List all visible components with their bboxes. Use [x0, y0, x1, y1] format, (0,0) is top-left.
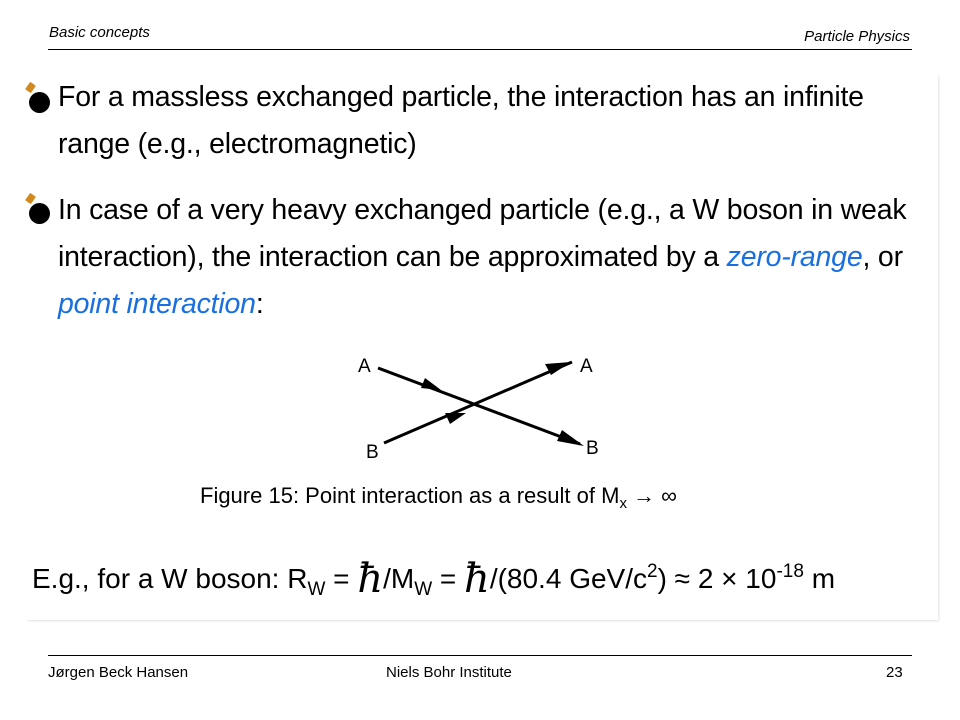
eq-subscript: W	[307, 579, 326, 600]
bullet-2-text	[58, 187, 918, 328]
bullet-icon	[29, 203, 50, 224]
eq-part: /M	[383, 563, 415, 594]
figure-caption	[200, 483, 677, 512]
header-section-title: Basic concepts	[49, 24, 150, 41]
eq-part: E.g., for a W boson: R	[32, 563, 308, 594]
footer-author: Jørgen Beck Hansen	[48, 664, 189, 681]
arrow-icon	[445, 413, 466, 424]
label-b-in: B	[366, 442, 379, 463]
eq-part: /(80.4 GeV/c	[489, 563, 647, 594]
range-equation	[32, 556, 835, 602]
arrow-icon	[421, 378, 441, 390]
bullet-1-text	[58, 74, 918, 168]
bullet-1-line-2: range (e.g., electromagnetic)	[58, 128, 417, 160]
caption-text: Figure 15: Point interaction as a result of M	[200, 483, 620, 508]
header-divider	[48, 49, 912, 50]
eq-part: =	[432, 563, 465, 594]
bullet-1-line-1: For a massless exchanged particle, the interaction has an infinite	[58, 81, 864, 113]
footer-divider	[48, 655, 912, 656]
bullet-2-text-part: :	[255, 288, 264, 320]
eq-superscript: 2	[647, 561, 658, 582]
bullet-2-line-1: In case of a very heavy exchanged particle (e.g., a W boson in weak	[58, 194, 907, 226]
caption-infinity: → ∞	[626, 483, 677, 508]
hbar-symbol: ħ	[464, 556, 490, 602]
point-interaction-diagram	[340, 340, 630, 470]
eq-subscript: W	[414, 579, 433, 600]
eq-superscript: -18	[776, 561, 804, 582]
bullet-2-line-3	[58, 281, 918, 328]
label-b-out: B	[586, 438, 599, 459]
caption-subscript: x	[619, 495, 627, 512]
label-a-out: A	[580, 356, 593, 377]
eq-part: =	[325, 563, 358, 594]
bullet-2-line-2	[58, 234, 918, 281]
arrow-icon	[557, 430, 584, 446]
bullet-2-text-part: interaction), the interaction can be approximated by a	[58, 241, 727, 273]
footer-institute: Niels Bohr Institute	[386, 664, 512, 681]
bullet-2-text-part: , or	[862, 241, 903, 273]
term-point-interaction: point interaction	[58, 288, 256, 320]
bullet-icon	[29, 92, 50, 113]
term-zero-range: zero-range	[726, 241, 863, 273]
label-a-in: A	[358, 356, 371, 377]
page-number: 23	[886, 664, 903, 681]
eq-part: m	[803, 563, 836, 594]
header-course-title: Particle Physics	[804, 28, 910, 45]
eq-part: ) ≈ 2 × 10	[657, 563, 777, 594]
hbar-symbol: ħ	[357, 556, 384, 602]
